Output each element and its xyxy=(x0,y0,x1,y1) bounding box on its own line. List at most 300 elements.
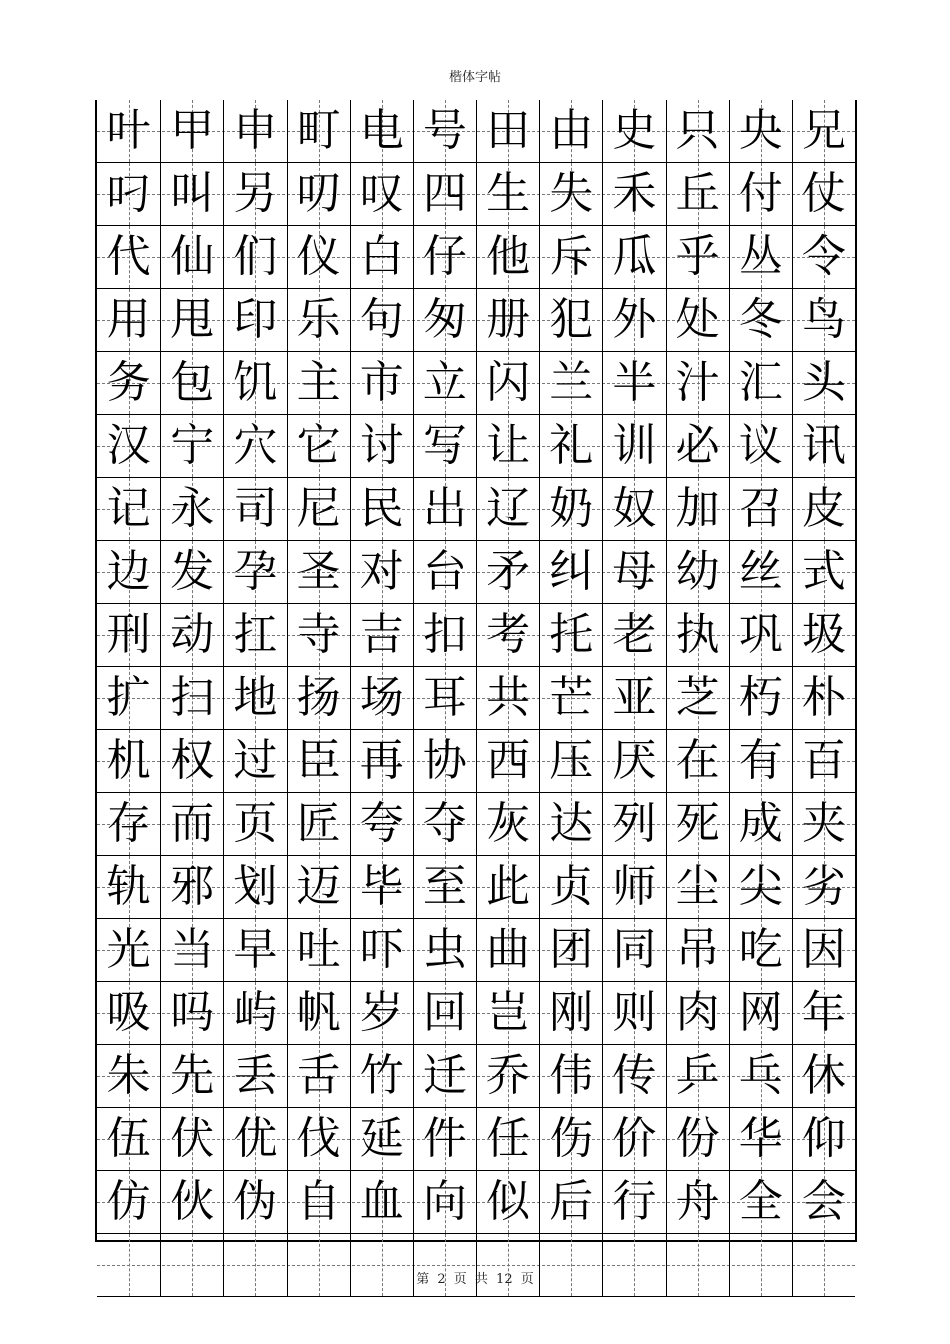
grid-cell xyxy=(476,1108,539,1170)
practice-character: 丛 xyxy=(738,231,783,282)
grid-cell xyxy=(792,289,855,351)
practice-character: 考 xyxy=(486,609,531,660)
grid-cell xyxy=(350,289,413,351)
grid-cell xyxy=(602,352,665,414)
practice-character: 册 xyxy=(486,294,531,345)
practice-character: 吗 xyxy=(170,987,215,1038)
grid-row xyxy=(97,919,855,982)
grid-row xyxy=(97,100,855,163)
practice-character: 早 xyxy=(233,924,278,975)
grid-cell xyxy=(97,415,160,477)
grid-cell xyxy=(160,352,223,414)
practice-character: 共 xyxy=(486,672,531,723)
practice-character: 当 xyxy=(170,924,215,975)
practice-character: 鸟 xyxy=(801,294,846,345)
practice-character: 代 xyxy=(106,231,151,282)
practice-character: 汉 xyxy=(106,420,151,471)
grid-row xyxy=(97,352,855,415)
grid-cell xyxy=(350,226,413,288)
grid-cell xyxy=(350,856,413,918)
grid-cell xyxy=(666,100,729,162)
practice-character: 句 xyxy=(359,294,404,345)
grid-cell xyxy=(287,919,350,981)
grid-cell xyxy=(729,667,792,729)
grid-cell xyxy=(539,919,602,981)
practice-character: 托 xyxy=(549,609,594,660)
practice-character: 必 xyxy=(675,420,720,471)
grid-cell xyxy=(666,667,729,729)
grid-cell xyxy=(350,352,413,414)
practice-character: 仪 xyxy=(296,231,341,282)
practice-character: 司 xyxy=(233,483,278,534)
practice-character: 瓜 xyxy=(612,231,657,282)
grid-cell xyxy=(729,982,792,1044)
practice-character: 刚 xyxy=(549,987,594,1038)
grid-cell xyxy=(350,1171,413,1233)
grid-cell xyxy=(476,856,539,918)
grid-row xyxy=(97,604,855,667)
grid-cell xyxy=(792,415,855,477)
grid-cell xyxy=(160,919,223,981)
grid-row xyxy=(97,226,855,289)
grid-cell xyxy=(350,478,413,540)
practice-character: 夸 xyxy=(359,798,404,849)
grid-cell xyxy=(666,541,729,603)
grid-row xyxy=(97,982,855,1045)
practice-character: 吉 xyxy=(359,609,404,660)
practice-character: 传 xyxy=(612,1050,657,1101)
practice-character: 甩 xyxy=(170,294,215,345)
grid-cell xyxy=(160,1171,223,1233)
grid-cell xyxy=(160,100,223,162)
grid-cell xyxy=(97,730,160,792)
grid-cell xyxy=(666,730,729,792)
practice-character: 务 xyxy=(106,357,151,408)
grid-cell xyxy=(223,541,286,603)
practice-character: 立 xyxy=(422,357,467,408)
practice-character: 仿 xyxy=(106,1176,151,1227)
practice-character: 叶 xyxy=(106,105,151,156)
practice-character: 团 xyxy=(549,924,594,975)
grid-cell xyxy=(160,1108,223,1170)
grid-cell xyxy=(602,667,665,729)
practice-character: 兰 xyxy=(549,357,594,408)
grid-cell xyxy=(476,1045,539,1107)
grid-cell xyxy=(287,1045,350,1107)
practice-character: 仙 xyxy=(170,231,215,282)
grid-cell xyxy=(287,226,350,288)
practice-character: 纠 xyxy=(549,546,594,597)
practice-character: 叫 xyxy=(170,168,215,219)
practice-character: 丢 xyxy=(233,1050,278,1101)
grid-cell xyxy=(350,541,413,603)
grid-cell xyxy=(666,289,729,351)
grid-cell xyxy=(666,163,729,225)
grid-cell xyxy=(602,730,665,792)
practice-character: 厌 xyxy=(612,735,657,786)
practice-character: 议 xyxy=(738,420,783,471)
practice-character: 头 xyxy=(801,357,846,408)
grid-cell xyxy=(223,856,286,918)
practice-character: 乐 xyxy=(296,294,341,345)
grid-row xyxy=(97,1171,855,1234)
practice-character: 市 xyxy=(359,357,404,408)
practice-character: 白 xyxy=(359,231,404,282)
grid-cell xyxy=(602,604,665,666)
practice-character: 伍 xyxy=(106,1113,151,1164)
practice-character: 虫 xyxy=(422,924,467,975)
practice-character: 而 xyxy=(170,798,215,849)
practice-character: 夺 xyxy=(422,798,467,849)
grid-row xyxy=(97,163,855,226)
practice-character: 列 xyxy=(612,798,657,849)
practice-character: 仗 xyxy=(801,168,846,219)
grid-cell xyxy=(413,730,476,792)
practice-character: 邪 xyxy=(170,861,215,912)
page-header-title: 楷体字帖 xyxy=(448,70,501,85)
practice-character: 死 xyxy=(675,798,720,849)
grid-cell xyxy=(97,226,160,288)
grid-cell xyxy=(350,1108,413,1170)
practice-character: 竹 xyxy=(359,1050,404,1101)
practice-character: 刑 xyxy=(106,609,151,660)
practice-character: 尼 xyxy=(296,483,341,534)
practice-character: 田 xyxy=(486,105,531,156)
practice-character: 出 xyxy=(422,483,467,534)
practice-character: 场 xyxy=(359,672,404,723)
practice-character: 矛 xyxy=(486,546,531,597)
grid-cell xyxy=(602,226,665,288)
practice-character: 朱 xyxy=(106,1050,151,1101)
practice-character: 朽 xyxy=(738,672,783,723)
grid-cell xyxy=(539,856,602,918)
grid-cell xyxy=(223,730,286,792)
practice-character: 令 xyxy=(801,231,846,282)
practice-character: 叹 xyxy=(359,168,404,219)
grid-cell xyxy=(97,1171,160,1233)
grid-cell xyxy=(476,352,539,414)
practice-character: 此 xyxy=(486,861,531,912)
grid-cell xyxy=(97,856,160,918)
practice-character: 压 xyxy=(549,735,594,786)
grid-cell xyxy=(666,982,729,1044)
grid-cell xyxy=(287,289,350,351)
grid-cell xyxy=(729,856,792,918)
grid-cell xyxy=(413,541,476,603)
grid-cell xyxy=(729,730,792,792)
grid-cell xyxy=(792,478,855,540)
practice-character: 年 xyxy=(801,987,846,1038)
practice-character: 执 xyxy=(675,609,720,660)
grid-cell xyxy=(97,163,160,225)
practice-character: 延 xyxy=(359,1113,404,1164)
practice-character: 电 xyxy=(359,105,404,156)
practice-character: 付 xyxy=(738,168,783,219)
grid-cell xyxy=(413,919,476,981)
practice-character: 们 xyxy=(233,231,278,282)
practice-character: 生 xyxy=(486,168,531,219)
practice-character: 优 xyxy=(233,1113,278,1164)
grid-cell xyxy=(792,352,855,414)
grid-cell xyxy=(160,541,223,603)
practice-character: 师 xyxy=(612,861,657,912)
grid-cell xyxy=(97,100,160,162)
grid-cell xyxy=(350,415,413,477)
practice-character: 扬 xyxy=(296,672,341,723)
grid-cell xyxy=(476,919,539,981)
practice-character: 会 xyxy=(801,1176,846,1227)
grid-cell xyxy=(666,919,729,981)
grid-cell xyxy=(223,478,286,540)
practice-character: 屿 xyxy=(233,987,278,1038)
grid-cell xyxy=(602,163,665,225)
practice-character: 贞 xyxy=(549,861,594,912)
practice-character: 毕 xyxy=(359,861,404,912)
practice-character: 舟 xyxy=(675,1176,720,1227)
grid-cell xyxy=(729,163,792,225)
practice-character: 母 xyxy=(612,546,657,597)
grid-row xyxy=(97,1108,855,1171)
practice-character: 圣 xyxy=(296,546,341,597)
practice-character: 帆 xyxy=(296,987,341,1038)
grid-cell xyxy=(666,604,729,666)
practice-character: 扫 xyxy=(170,672,215,723)
practice-character: 让 xyxy=(486,420,531,471)
grid-cell xyxy=(160,793,223,855)
practice-character: 禾 xyxy=(612,168,657,219)
grid-cell xyxy=(476,163,539,225)
grid-cell xyxy=(539,1171,602,1233)
grid-cell xyxy=(476,667,539,729)
practice-character: 向 xyxy=(422,1176,467,1227)
grid-cell xyxy=(539,1045,602,1107)
grid-row xyxy=(97,1045,855,1108)
grid-cell xyxy=(539,793,602,855)
practice-character: 申 xyxy=(233,105,278,156)
grid-cell xyxy=(287,163,350,225)
practice-character: 肉 xyxy=(675,987,720,1038)
grid-cell xyxy=(97,667,160,729)
grid-cell xyxy=(539,415,602,477)
practice-character: 全 xyxy=(738,1176,783,1227)
practice-character: 至 xyxy=(422,861,467,912)
grid-row xyxy=(97,541,855,604)
grid-cell xyxy=(729,100,792,162)
practice-character: 辽 xyxy=(486,483,531,534)
practice-character: 民 xyxy=(359,483,404,534)
practice-character: 匆 xyxy=(422,294,467,345)
practice-character: 动 xyxy=(170,609,215,660)
grid-cell xyxy=(350,1045,413,1107)
practice-character: 伟 xyxy=(549,1050,594,1101)
grid-cell xyxy=(729,604,792,666)
practice-character: 光 xyxy=(106,924,151,975)
practice-character: 吸 xyxy=(106,987,151,1038)
practice-character: 臣 xyxy=(296,735,341,786)
practice-character: 协 xyxy=(422,735,467,786)
practice-character: 只 xyxy=(675,105,720,156)
practice-character: 幼 xyxy=(675,546,720,597)
practice-character: 乒 xyxy=(675,1050,720,1101)
grid-cell xyxy=(223,1171,286,1233)
grid-cell xyxy=(729,415,792,477)
grid-cell xyxy=(729,352,792,414)
practice-character: 成 xyxy=(738,798,783,849)
practice-character: 尖 xyxy=(738,861,783,912)
grid-cell xyxy=(413,667,476,729)
grid-cell xyxy=(729,919,792,981)
grid-cell xyxy=(287,352,350,414)
grid-cell xyxy=(539,352,602,414)
grid-row xyxy=(97,793,855,856)
practice-character: 芒 xyxy=(549,672,594,723)
practice-character: 汁 xyxy=(675,357,720,408)
practice-character: 外 xyxy=(612,294,657,345)
practice-character: 央 xyxy=(738,105,783,156)
practice-character: 迈 xyxy=(296,861,341,912)
practice-character: 边 xyxy=(106,546,151,597)
practice-character: 训 xyxy=(612,420,657,471)
grid-cell xyxy=(792,541,855,603)
grid-cell xyxy=(413,100,476,162)
grid-cell xyxy=(476,541,539,603)
grid-cell xyxy=(539,289,602,351)
grid-cell xyxy=(223,982,286,1044)
grid-cell xyxy=(97,604,160,666)
practice-character: 再 xyxy=(359,735,404,786)
grid-cell xyxy=(350,100,413,162)
grid-cell xyxy=(539,100,602,162)
grid-cell xyxy=(287,415,350,477)
practice-character: 老 xyxy=(612,609,657,660)
practice-character: 伤 xyxy=(549,1113,594,1164)
practice-character: 夹 xyxy=(801,798,846,849)
grid-cell xyxy=(413,982,476,1044)
grid-cell xyxy=(729,478,792,540)
grid-cell xyxy=(792,793,855,855)
practice-character: 仰 xyxy=(801,1113,846,1164)
grid-row xyxy=(97,667,855,730)
grid-cell xyxy=(602,100,665,162)
grid-cell xyxy=(602,1108,665,1170)
practice-character: 自 xyxy=(296,1176,341,1227)
grid-cell xyxy=(223,100,286,162)
grid-cell xyxy=(602,541,665,603)
grid-cell xyxy=(413,1171,476,1233)
practice-character: 奶 xyxy=(549,483,594,534)
practice-character: 乓 xyxy=(738,1050,783,1101)
practice-character: 奴 xyxy=(612,483,657,534)
grid-cell xyxy=(602,478,665,540)
grid-cell xyxy=(539,226,602,288)
grid-cell xyxy=(287,541,350,603)
practice-character: 迁 xyxy=(422,1050,467,1101)
grid-row xyxy=(97,415,855,478)
practice-character: 写 xyxy=(422,420,467,471)
practice-character: 过 xyxy=(233,735,278,786)
grid-cell xyxy=(223,667,286,729)
grid-cell xyxy=(287,667,350,729)
practice-character: 似 xyxy=(486,1176,531,1227)
grid-cell xyxy=(602,856,665,918)
grid-cell xyxy=(602,1045,665,1107)
practice-character: 伏 xyxy=(170,1113,215,1164)
grid-cell xyxy=(539,1108,602,1170)
grid-cell xyxy=(729,1045,792,1107)
practice-character: 印 xyxy=(233,294,278,345)
grid-cell xyxy=(602,982,665,1044)
grid-cell xyxy=(160,163,223,225)
grid-cell xyxy=(666,1108,729,1170)
practice-character: 甲 xyxy=(170,105,215,156)
practice-character: 兄 xyxy=(801,105,846,156)
grid-cell xyxy=(350,730,413,792)
grid-cell xyxy=(792,982,855,1044)
grid-cell xyxy=(413,478,476,540)
practice-character: 对 xyxy=(359,546,404,597)
grid-cell xyxy=(413,793,476,855)
grid-cell xyxy=(350,793,413,855)
grid-cell xyxy=(287,604,350,666)
grid-cell xyxy=(539,730,602,792)
practice-character: 叨 xyxy=(296,168,341,219)
practice-character: 亚 xyxy=(612,672,657,723)
grid-cell xyxy=(97,793,160,855)
practice-character: 叼 xyxy=(106,168,151,219)
practice-character: 岂 xyxy=(486,987,531,1038)
practice-character: 寺 xyxy=(296,609,341,660)
practice-character: 乎 xyxy=(675,231,720,282)
grid-cell xyxy=(792,1108,855,1170)
grid-cell xyxy=(160,856,223,918)
practice-character: 后 xyxy=(549,1176,594,1227)
practice-character: 页 xyxy=(233,798,278,849)
grid-cell xyxy=(729,1108,792,1170)
practice-character: 网 xyxy=(738,987,783,1038)
grid-cell xyxy=(223,226,286,288)
practice-character: 汇 xyxy=(738,357,783,408)
page-number-footer: 第 2 页 共 12 页 xyxy=(416,1272,534,1287)
grid-row xyxy=(97,856,855,919)
grid-cell xyxy=(476,289,539,351)
practice-character: 史 xyxy=(612,105,657,156)
practice-character: 达 xyxy=(549,798,594,849)
grid-cell xyxy=(223,1108,286,1170)
practice-character: 扣 xyxy=(422,609,467,660)
grid-cell xyxy=(223,604,286,666)
practice-character: 份 xyxy=(675,1113,720,1164)
grid-cell xyxy=(792,919,855,981)
practice-character: 礼 xyxy=(549,420,594,471)
grid-cell xyxy=(97,1108,160,1170)
practice-character: 因 xyxy=(801,924,846,975)
grid-cell xyxy=(602,415,665,477)
practice-character: 权 xyxy=(170,735,215,786)
grid-cell xyxy=(413,1108,476,1170)
grid-cell xyxy=(666,856,729,918)
practice-character: 扩 xyxy=(106,672,151,723)
grid-cell xyxy=(792,1171,855,1233)
grid-cell xyxy=(287,478,350,540)
grid-cell xyxy=(350,604,413,666)
grid-cell xyxy=(223,1045,286,1107)
practice-character: 轨 xyxy=(106,861,151,912)
practice-character: 同 xyxy=(612,924,657,975)
practice-character: 丝 xyxy=(738,546,783,597)
practice-character: 地 xyxy=(233,672,278,723)
practice-character: 先 xyxy=(170,1050,215,1101)
grid-cell xyxy=(97,1045,160,1107)
